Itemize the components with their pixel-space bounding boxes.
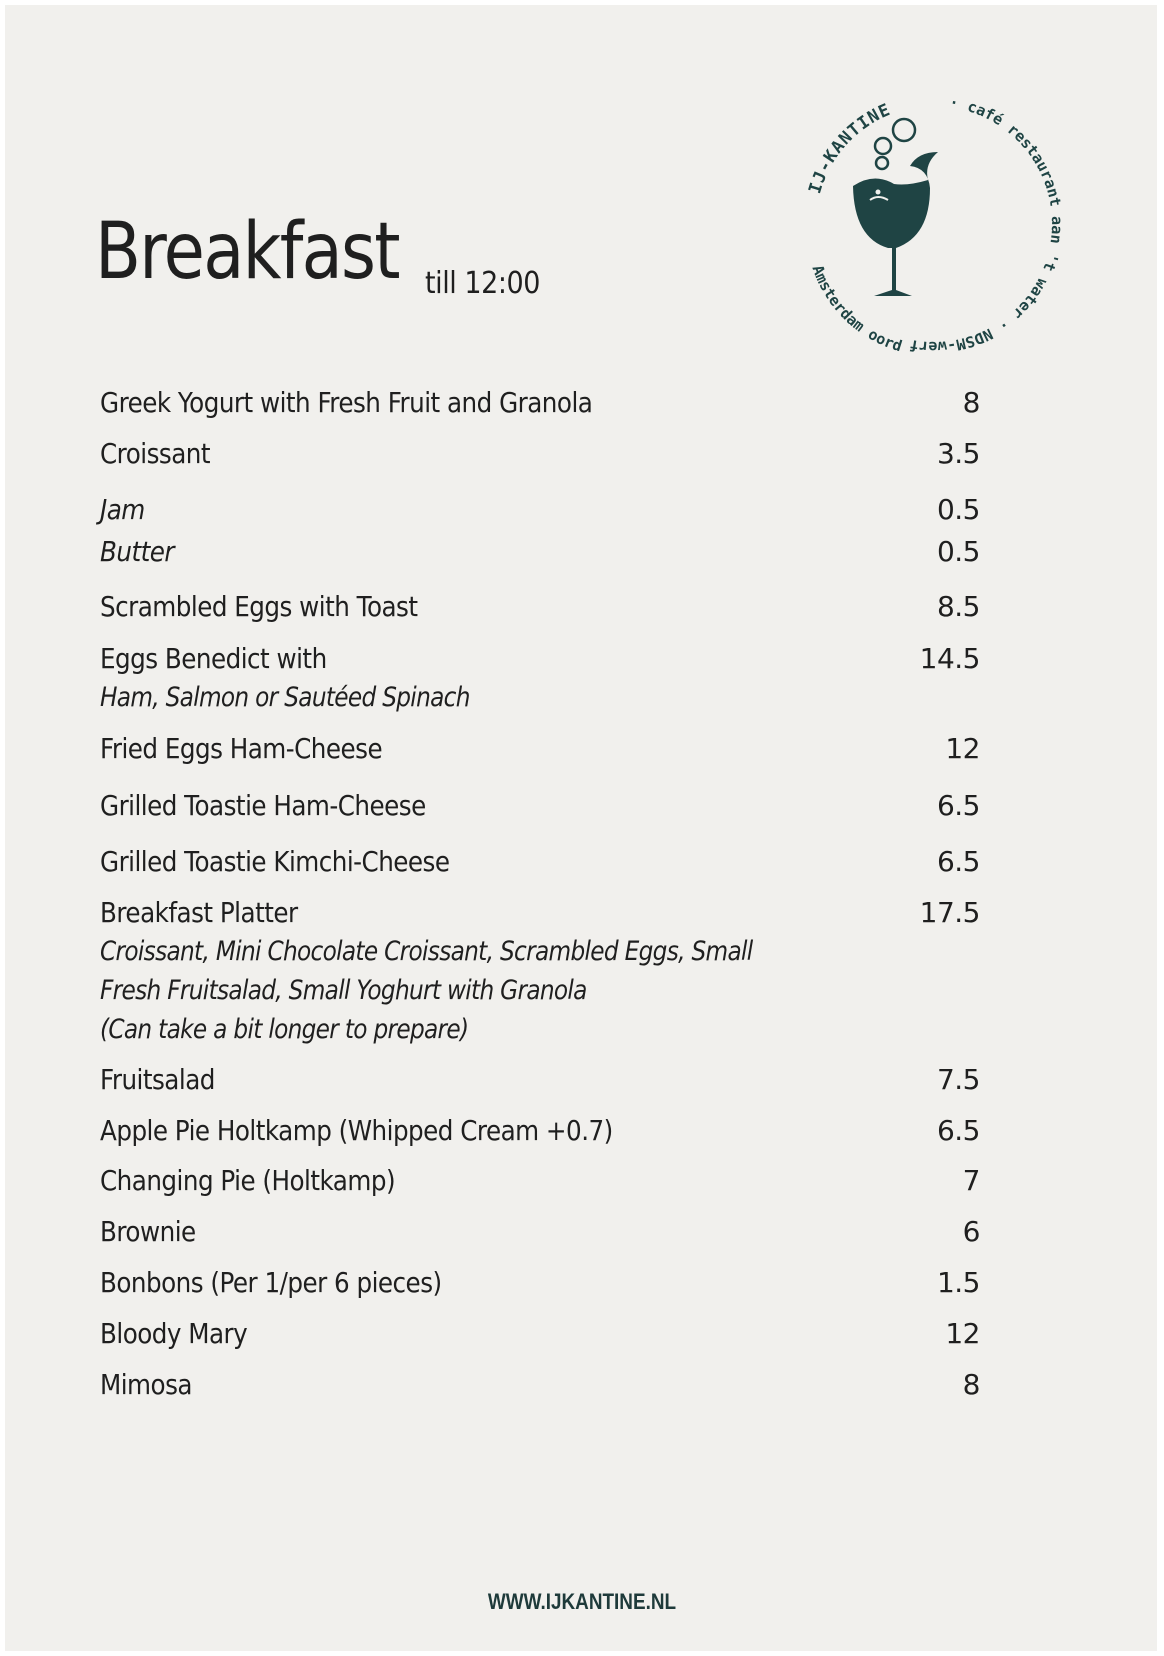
menu-item-name: Breakfast Platter <box>100 896 298 929</box>
menu-item-name: Fried Eggs Ham-Cheese <box>100 732 383 765</box>
menu-item <box>100 894 980 1049</box>
menu-item-name: Jam <box>100 493 145 526</box>
logo-ring-top: IJ-KANTINE <box>805 99 894 197</box>
menu-item <box>100 1213 980 1251</box>
ij-kantine-logo <box>778 68 1090 380</box>
menu-item <box>100 384 980 422</box>
menu-item-name: Fruitsalad <box>100 1063 215 1096</box>
menu-item-price: 0.5 <box>936 535 980 568</box>
menu-item-description: (Can take a bit longer to prepare) <box>100 1014 469 1045</box>
logo-ring-right: · café restaurant aan 't water · NDSM-werf <box>908 93 1067 357</box>
website-link[interactable]: WWW.IJKANTINE.NL <box>487 1589 677 1614</box>
menu-item-name: Brownie <box>100 1215 196 1248</box>
menu-item-price: 8 <box>962 386 980 419</box>
menu-item-name: Greek Yogurt with Fresh Fruit and Granola <box>100 386 593 419</box>
menu-item-name: Grilled Toastie Ham-Cheese <box>100 789 426 822</box>
menu-item <box>100 640 980 717</box>
menu-item-price: 3.5 <box>936 437 980 470</box>
menu-item-price: 1.5 <box>936 1266 980 1299</box>
menu-item-price: 6.5 <box>936 845 980 878</box>
menu-item <box>100 1112 980 1150</box>
page-title: Breakfast <box>95 207 399 297</box>
menu-item-name: Croissant <box>100 437 211 470</box>
menu-item <box>100 843 980 881</box>
menu-item <box>100 1366 980 1404</box>
logo-ring-text <box>805 93 1066 356</box>
menu-item-price: 7 <box>962 1164 980 1197</box>
menu-item-name: Bloody Mary <box>100 1317 248 1350</box>
menu-item-price: 8.5 <box>936 590 980 623</box>
svg-text:Amsterdam oord <box>808 263 904 356</box>
menu-item-description: Croissant, Mini Chocolate Croissant, Scrambled Eggs, Small <box>100 936 753 967</box>
menu-item <box>100 1315 980 1353</box>
menu-item-description: Fresh Fruitsalad, Small Yoghurt with Granola <box>100 975 587 1006</box>
menu-item-name: Mimosa <box>100 1368 192 1401</box>
menu-item-description: Ham, Salmon or Sautéed Spinach <box>100 682 470 713</box>
menu-item-name: Eggs Benedict with <box>100 642 327 675</box>
menu-item <box>100 491 980 529</box>
menu-item-price: 7.5 <box>936 1063 980 1096</box>
menu-item-price: 14.5 <box>919 642 980 675</box>
menu-item <box>100 1264 980 1302</box>
page-subtitle: till 12:00 <box>425 266 540 301</box>
menu-item-name: Scrambled Eggs with Toast <box>100 590 418 623</box>
menu-item-price: 6.5 <box>936 789 980 822</box>
menu-item-price: 6 <box>962 1215 980 1248</box>
menu-item <box>100 787 980 825</box>
menu-item-price: 12 <box>945 732 980 765</box>
menu-item <box>100 1061 980 1099</box>
menu-item-name: Bonbons (Per 1/per 6 pieces) <box>100 1266 442 1299</box>
wine-glass-fish-icon <box>853 119 938 296</box>
menu-item-name: Changing Pie (Holtkamp) <box>100 1164 396 1197</box>
menu-item <box>100 1162 980 1200</box>
logo-ring-bottom: Amsterdam oord <box>808 262 905 356</box>
menu-item-price: 0.5 <box>936 493 980 526</box>
menu-item <box>100 435 980 473</box>
menu-item-price: 8 <box>962 1368 980 1401</box>
menu-item-price: 12 <box>945 1317 980 1350</box>
title-wrap <box>95 207 448 297</box>
menu-item <box>100 588 980 626</box>
menu-item-price: 17.5 <box>919 896 980 929</box>
menu-item-price: 6.5 <box>936 1114 980 1147</box>
svg-text:· café restaurant aan 't water <box>908 93 1066 356</box>
menu-item <box>100 533 980 571</box>
menu-item-name: Butter <box>100 535 174 568</box>
menu-item <box>100 730 980 768</box>
menu-item-name: Apple Pie Holtkamp (Whipped Cream +0.7) <box>100 1114 613 1147</box>
menu-item-name: Grilled Toastie Kimchi-Cheese <box>100 845 450 878</box>
